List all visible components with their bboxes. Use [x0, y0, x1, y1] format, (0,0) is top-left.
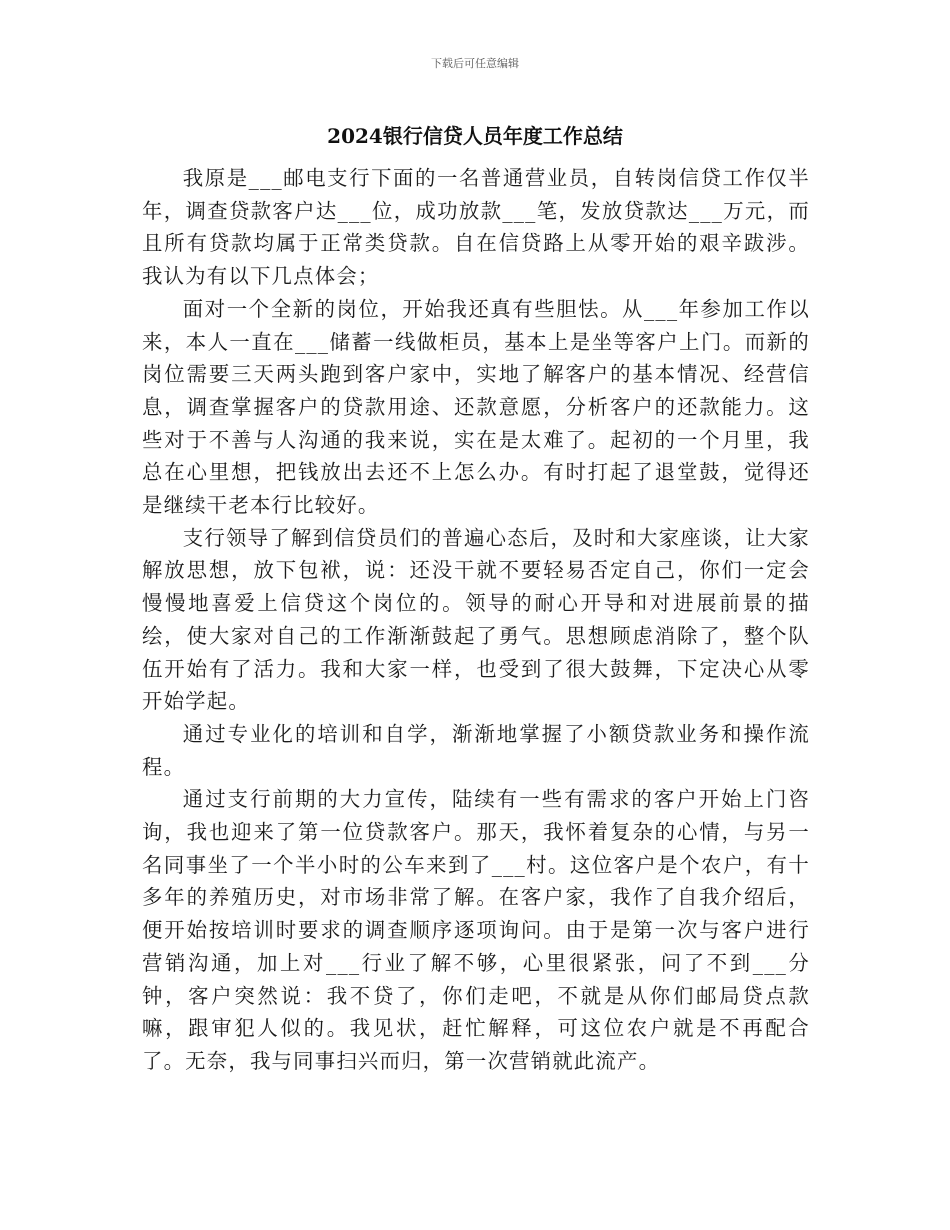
- paragraph-5: 通过支行前期的大力宣传，陆续有一些有需求的客户开始上门咨询，我也迎来了第一位贷款客户。那天，我怀着复杂的心情，与另一名同事坐了一个半小时的公车来到了___村。这位客户是个农户，有十多年的养殖历史，对市场非常了解。在客户家，我作了自我介绍后，便开始按培训时要求的调查顺序逐项询问。由于是第一次与客户进行营销沟通，加上对___行业了解不够，心里很紧张，问了不到___分钟，客户突然说：我不贷了，你们走吧，不就是从你们邮局贷点款嘛，跟审犯人似的。我见状，赶忙解释，可这位农户就是不再配合了。无奈，我与同事扫兴而归，第一次营销就此流产。: [142, 787, 810, 1073]
- paragraph-2: 面对一个全新的岗位，开始我还真有些胆怯。从___年参加工作以来，本人一直在___储蓄一线做柜员，基本上是坐等客户上门。而新的岗位需要三天两头跑到客户家中，实地了解客户的基本情况、经营信息，调查掌握客户的贷款用途、还款意愿，分析客户的还款能力。这些对于不善与人沟通的我来说，实在是太难了。起初的一个月里，我总在心里想，把钱放出去还不上怎么办。有时打起了退堂鼓，觉得还是继续干老本行比较好。: [142, 296, 810, 518]
- paragraph-3: 支行领导了解到信贷员们的普遍心态后，及时和大家座谈，让大家解放思想，放下包袱，说：还没干就不要轻易否定自己，你们一定会慢慢地喜爱上信贷这个岗位的。领导的耐心开导和对进展前景的描绘，使大家对自己的工作渐渐鼓起了勇气。思想顾虑消除了，整个队伍开始有了活力。我和大家一样，也受到了很大鼓舞，下定决心从零开始学起。: [142, 525, 810, 714]
- paragraph-4: 通过专业化的培训和自学，渐渐地掌握了小额贷款业务和操作流程。: [142, 721, 810, 779]
- document-body: [142, 162, 810, 1078]
- paragraph-1: 我原是___邮电支行下面的一名普通营业员，自转岗信贷工作仅半年，调查贷款客户达___位，成功放款___笔，发放贷款达___万元，而且所有贷款均属于正常类贷款。自在信贷路上从零开始的艰辛跋涉。我认为有以下几点体会；: [142, 166, 810, 289]
- header-note: 下载后可任意编辑: [431, 57, 519, 70]
- document-title: 2024银行信贷人员年度工作总结: [327, 124, 623, 148]
